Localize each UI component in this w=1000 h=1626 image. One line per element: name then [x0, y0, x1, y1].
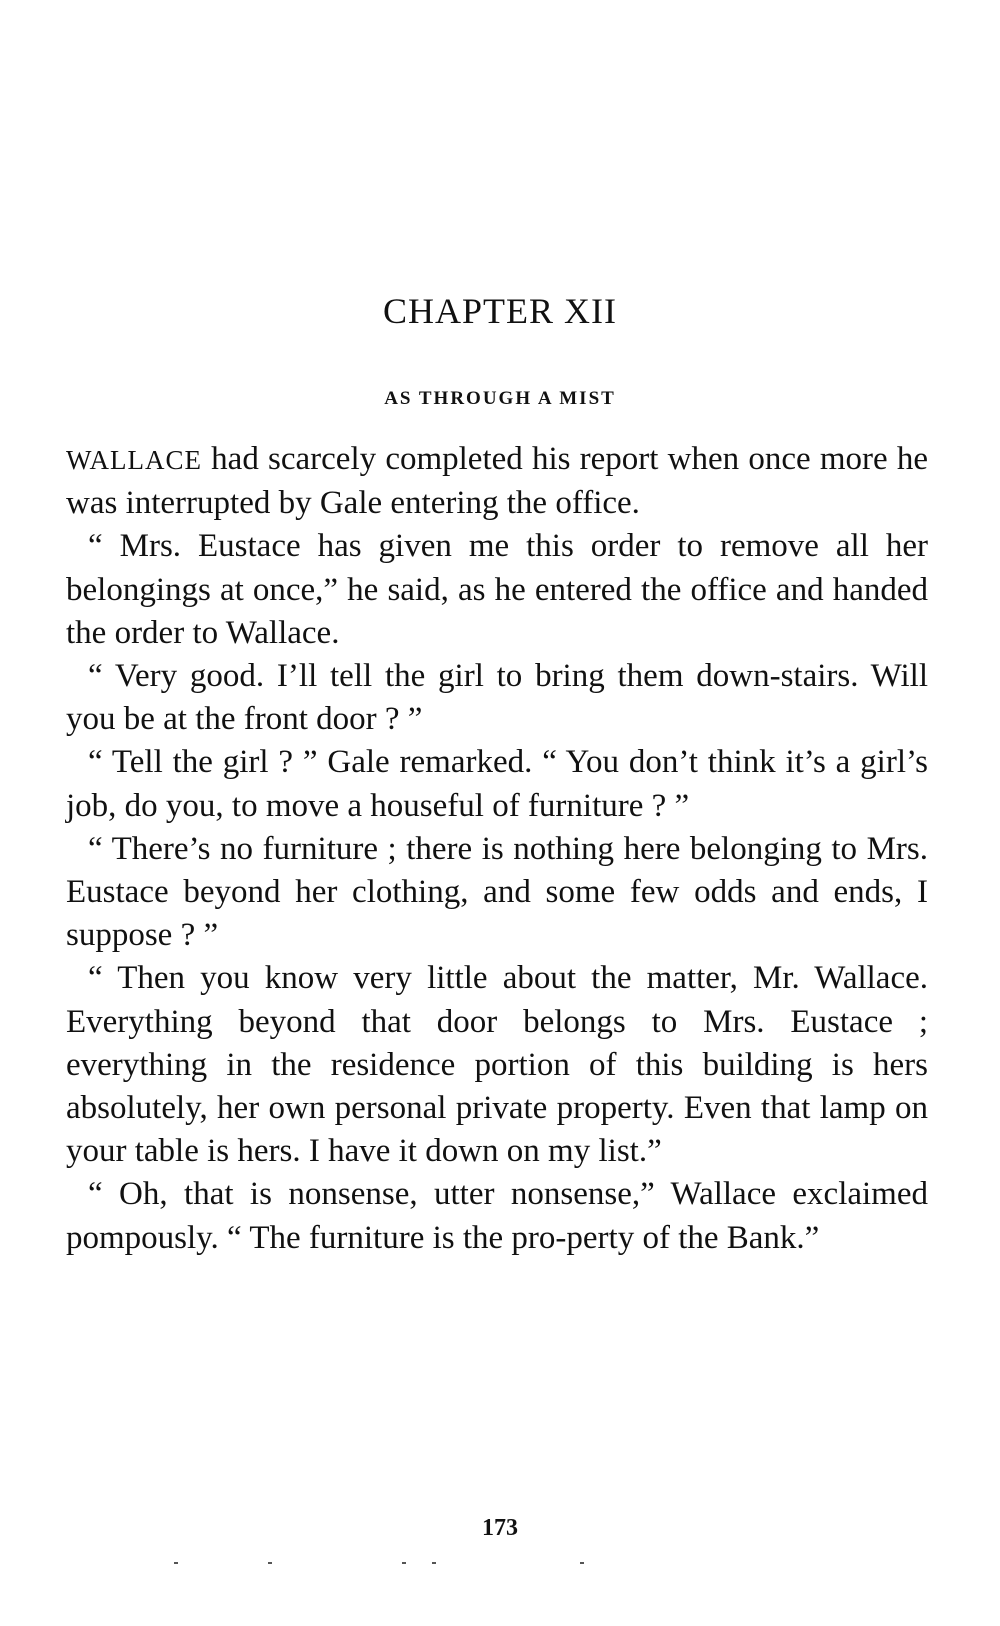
chapter-title: CHAPTER XII: [383, 291, 617, 331]
chapter-body: [66, 438, 928, 1260]
scan-speck: [432, 1562, 436, 1564]
paragraph-lead-word: WALLACE: [66, 445, 202, 475]
paragraph-3: “ Very good. I’ll tell the girl to bring them down-stairs. Will you be at the front door ? ”: [66, 658, 928, 738]
paragraph-1-text: had scarcely completed his report when once more he was interrupted by Gale entering the office.: [66, 441, 928, 522]
page-number: 173: [482, 1515, 518, 1541]
paragraph-5: “ There’s no furniture ; there is nothing here belonging to Mrs. Eustace beyond her clothing, and some few odds and ends, I suppose ? ”: [66, 830, 928, 954]
scan-speck: [268, 1562, 272, 1564]
paragraph-7: “ Oh, that is nonsense, utter nonsense,” Wallace exclaimed pompously. “ The furniture is the pro-perty of the Bank.”: [66, 1176, 928, 1256]
paragraph-4: “ Tell the girl ? ” Gale remarked. “ You don’t think it’s a girl’s job, do you, to move a houseful of furniture ? ”: [66, 744, 928, 824]
paragraph-1: [66, 438, 928, 525]
scan-speck: [174, 1562, 178, 1564]
scan-speck: [580, 1562, 584, 1564]
scan-specks: [170, 1560, 590, 1566]
paragraph-2: “ Mrs. Eustace has given me this order to remove all her belongings at once,” he said, as he entered the office and handed the order to Wallace.: [66, 528, 928, 651]
scan-speck: [402, 1562, 406, 1564]
paragraph-6: “ Then you know very little about the matter, Mr. Wallace. Everything beyond that door belongs to Mrs. Eustace ; everything in the residence portion of this building is hers absolutely, her own personal private property. Even that lamp on your table is hers. I have it down on my list.”: [66, 960, 928, 1170]
chapter-subtitle: AS THROUGH A MIST: [384, 388, 616, 409]
